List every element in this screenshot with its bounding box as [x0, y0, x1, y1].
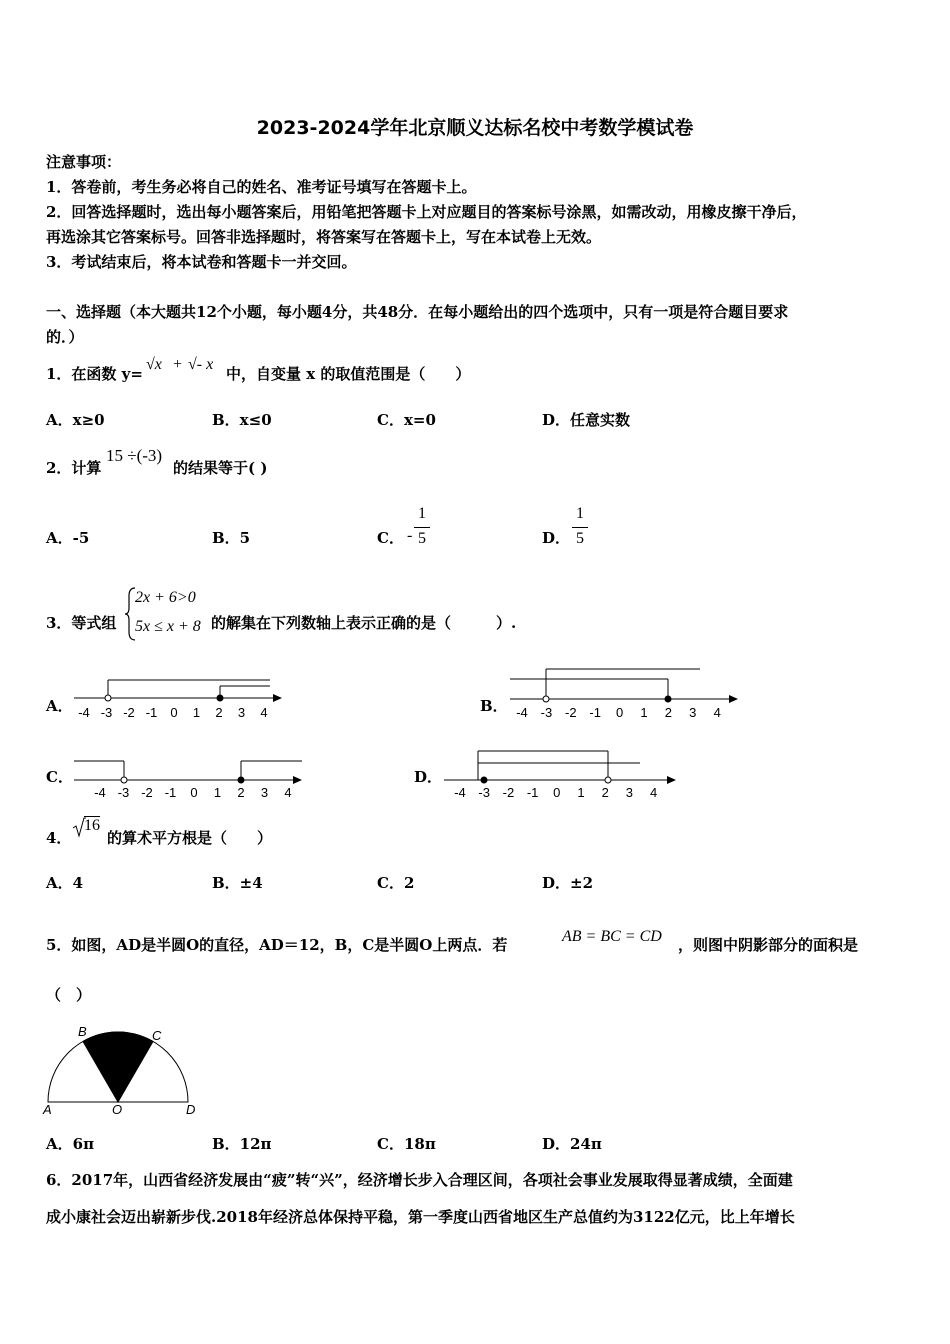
- tick-label: 3: [625, 785, 634, 800]
- q3-option-c-label: C．: [46, 768, 73, 786]
- q5-option-c: C．18π: [377, 1135, 436, 1153]
- q2-option-d-numerator: 1: [576, 505, 584, 522]
- tick-label: 0: [170, 705, 178, 720]
- q5-text-suffix: ，则图中阴影部分的面积是: [678, 936, 859, 954]
- label-c: C: [152, 1028, 162, 1043]
- q5-option-a: A．6π: [46, 1135, 95, 1153]
- tick-label: 0: [615, 705, 624, 720]
- label-o: O: [112, 1102, 123, 1117]
- q2-option-c-denominator: 5: [418, 530, 426, 547]
- label-d: D: [186, 1102, 196, 1117]
- q2-option-c-sign: -: [407, 527, 413, 544]
- q5-arc-expression: AB = BC = CD: [562, 928, 662, 945]
- q1-radical-neg-x: √- x: [188, 356, 214, 373]
- q3-inequality-1: 2x + 6>0: [135, 589, 196, 606]
- q4-option-a: A．4: [46, 874, 84, 892]
- tick-label: 4: [649, 785, 658, 800]
- q5-answer-paren: （ ）: [46, 986, 92, 1004]
- q2-option-d-denominator: 5: [576, 530, 584, 547]
- q3-prefix: 3．等式组: [46, 614, 117, 632]
- q1-option-c: C．x=0: [377, 411, 436, 429]
- tick-label: -3: [100, 705, 113, 720]
- tick-label: -4: [454, 785, 466, 800]
- tick-label: 4: [713, 705, 721, 720]
- tick-label: -2: [565, 705, 577, 720]
- semicircle-figure: [40, 1018, 210, 1118]
- q2-option-a: A．-5: [46, 529, 90, 547]
- tick-label: -3: [540, 705, 553, 720]
- notice-item-1: 1．答卷前，考生务必将自己的姓名、准考证号填写在答题卡上。: [46, 178, 477, 196]
- q3-inequality-2: 5x ≤ x + 8: [135, 618, 201, 635]
- tick-label: 0: [190, 785, 198, 800]
- q6-line-1: 6．2017年，山西省经济发展由“疲”转“兴”，经济增长步入合理区间，各项社会事业发展取得显著成绩，全面建: [46, 1171, 793, 1189]
- tick-label: 1: [577, 785, 585, 800]
- tick-label: 3: [689, 705, 697, 720]
- q4-option-d: D．±2: [542, 874, 594, 892]
- q1-option-b: B．x≤0: [212, 411, 272, 429]
- q2-option-c-fraction-bar: [414, 527, 430, 528]
- number-line-a: [70, 672, 290, 722]
- tick-label: 2: [601, 785, 609, 800]
- q1-option-a: A．x≥0: [46, 411, 105, 429]
- tick-label: -4: [78, 705, 90, 720]
- tick-label: -3: [478, 785, 490, 800]
- q3-option-b-label: B．: [480, 697, 508, 715]
- tick-label: 3: [237, 705, 246, 720]
- tick-label: 1: [213, 785, 222, 800]
- q1-suffix: 中，自变量 x 的取值范围是（ ）: [226, 365, 471, 383]
- tick-label: 4: [260, 705, 268, 720]
- q2-expression: 15 ÷(-3): [106, 446, 163, 465]
- tick-label: -2: [141, 785, 153, 800]
- notice-item-2-cont: 再选涂其它答案标号。回答非选择题时，将答案写在答题卡上，写在本试卷上无效。: [46, 228, 602, 246]
- tick-label: -4: [94, 785, 106, 800]
- q3-suffix: 的解集在下列数轴上表示正确的是（ ）.: [211, 614, 517, 632]
- q5-text-prefix: 5．如图，AD是半圆O的直径，AD＝12，B，C是半圆O上两点．若: [46, 936, 508, 954]
- number-line-b: [504, 665, 744, 723]
- q5-option-d: D．24π: [542, 1135, 602, 1153]
- notice-item-3: 3．考试结束后，将本试卷和答题卡一并交回。: [46, 253, 357, 271]
- q4-suffix: 的算术平方根是（ ）: [107, 829, 273, 847]
- page-title: 2023-2024学年北京顺义达标名校中考数学模试卷: [256, 117, 694, 139]
- q2-option-c-label: C．: [377, 529, 404, 547]
- notice-heading: 注意事项：: [46, 153, 122, 171]
- tick-label: 4: [284, 785, 292, 800]
- label-a: A: [43, 1102, 52, 1117]
- tick-label: -3: [117, 785, 130, 800]
- q2-option-d-label: D．: [542, 529, 571, 547]
- number-line-c: [70, 753, 310, 803]
- tick-label: 2: [664, 705, 673, 720]
- tick-label: 2: [237, 785, 245, 800]
- q4-radicand: 16: [84, 817, 100, 834]
- q5-option-b: B．12π: [212, 1135, 272, 1153]
- tick-label: -1: [589, 705, 601, 720]
- tick-label: -4: [516, 705, 528, 720]
- tick-label: -2: [502, 785, 515, 800]
- q1-prefix: 1．在函数 y=: [46, 365, 143, 383]
- section-heading: 一、选择题（本大题共12个小题，每小题4分，共48分．在每小题给出的四个选项中，只有一项是符合题目要求: [46, 303, 789, 321]
- q2-option-d-fraction-bar: [572, 527, 588, 528]
- tick-label: -2: [123, 705, 135, 720]
- q3-option-d-label: D．: [414, 768, 443, 786]
- tick-label: 3: [260, 785, 269, 800]
- q2-prefix: 2．计算: [46, 459, 102, 477]
- q6-line-2: 成小康社会迈出崭新步伐.2018年经济总体保持平稳，第一季度山西省地区生产总值约为3122亿元，比上年增长: [46, 1208, 795, 1226]
- notice-item-2: 2．回答选择题时，选出每小题答案后，用铅笔把答题卡上对应题目的答案标号涂黑，如需改动，用橡皮擦干净后，: [46, 203, 807, 221]
- q1-option-d: D．任意实数: [542, 411, 631, 429]
- tick-label: -1: [145, 705, 158, 720]
- tick-label: 1: [640, 705, 648, 720]
- label-b: B: [78, 1024, 87, 1039]
- tick-label: 1: [192, 705, 201, 720]
- q1-radical-x: √x: [146, 356, 162, 373]
- q2-option-b: B．5: [212, 529, 251, 547]
- q1-plus: +: [173, 356, 183, 373]
- q2-suffix: 的结果等于( ): [173, 459, 268, 477]
- q4-prefix: 4．: [46, 829, 72, 847]
- q2-option-c-numerator: 1: [418, 505, 426, 522]
- tick-label: 2: [215, 705, 223, 720]
- number-line-d: [440, 745, 690, 803]
- tick-label: -1: [526, 785, 539, 800]
- tick-label: -1: [164, 785, 177, 800]
- q4-option-b: B．±4: [212, 874, 263, 892]
- q3-option-a-label: A．: [46, 697, 73, 715]
- section-heading-cont: 的．）: [46, 328, 84, 346]
- tick-label: 0: [553, 785, 561, 800]
- q4-option-c: C．2: [377, 874, 415, 892]
